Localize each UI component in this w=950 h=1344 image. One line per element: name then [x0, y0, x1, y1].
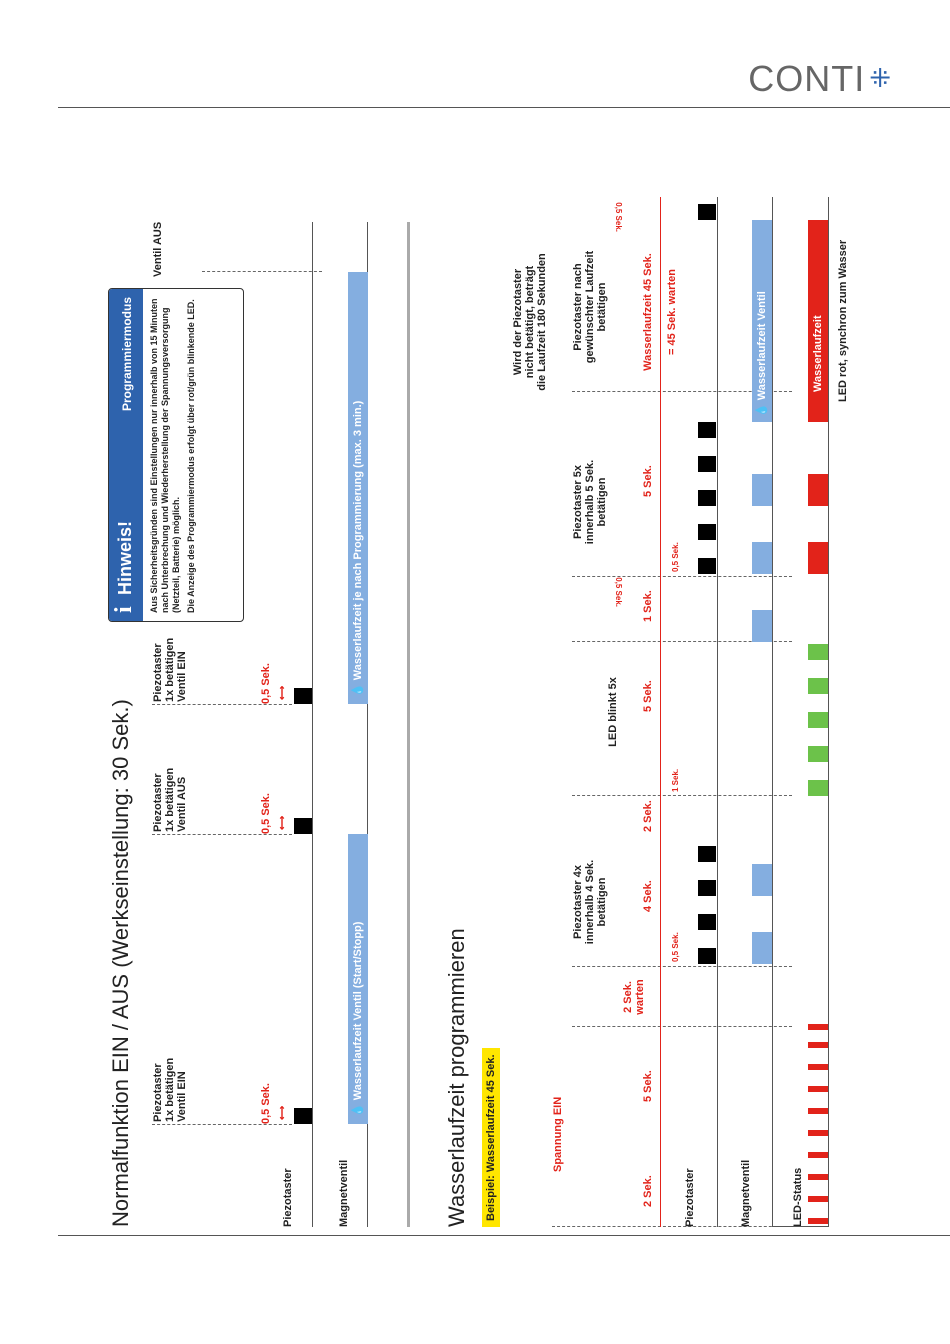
- step-label: Piezotaster nach gewünschter Laufzeit betätigen: [572, 250, 608, 364]
- step-label: Wird der Piezotaster nicht betätigt, beträgt die Laufzeit 180 Sekunden: [512, 253, 548, 391]
- time-label: 0,5 Sek.: [671, 932, 680, 962]
- time-label: 5 Sek.: [642, 680, 654, 712]
- logo-text: CONTI: [748, 58, 866, 99]
- valve-pulse: [752, 542, 772, 574]
- time-label: 4 Sek.: [642, 880, 654, 912]
- led-blink: [808, 1086, 828, 1092]
- led-green-blink: [808, 644, 828, 660]
- conti-logo: [748, 58, 892, 100]
- bar-label: Wasserlaufzeit: [812, 315, 824, 392]
- piezo-pulse: [698, 948, 716, 964]
- note-paragraph: Aus Sicherheitsgründen sind Einstellungen nur innerhalb von 15 Minuten nach Unterbrechung und Wiederherstellung der Spannungsversorgung (Netzteil, Batterie) möglich.: [149, 298, 181, 613]
- duration-label: 0,5 Sek.: [260, 663, 272, 704]
- note-subtitle: Programmiermodus: [120, 297, 134, 412]
- drop-icon: 💧: [756, 403, 768, 417]
- led-blink: [808, 1152, 828, 1158]
- double-arrow-icon: ⟷: [277, 1105, 288, 1120]
- step-label: Piezotaster 5x innerhalb 5 Sek. betätigen: [572, 459, 608, 545]
- row-label-piezo: Piezotaster: [684, 1168, 696, 1227]
- duration-label: 0,5 Sek.: [260, 793, 272, 834]
- double-arrow-icon: ⟷: [277, 815, 288, 830]
- note-header: [109, 289, 143, 621]
- section-separator: [407, 222, 410, 1227]
- step4-label: Ventil AUS: [152, 221, 164, 277]
- footer-rule: [58, 1235, 950, 1236]
- time-label: 2 Sek. warten: [622, 979, 646, 1015]
- bar-text: Wasserlaufzeit Ventil (Start/Stopp): [352, 921, 364, 1101]
- row-label-led: LED-Status: [792, 1167, 804, 1227]
- led-blink: [808, 1218, 828, 1224]
- piezo-pulse: [698, 490, 716, 506]
- bar-label: [756, 291, 768, 417]
- piezo-pulse: [294, 818, 312, 834]
- note-body: [143, 289, 203, 621]
- time-label: 5 Sek.: [642, 465, 654, 497]
- led-green-blink: [808, 712, 828, 728]
- time-label: 5 Sek.: [642, 1070, 654, 1102]
- sec1-divider: [152, 834, 292, 835]
- led-red-pulse: [808, 474, 828, 506]
- double-arrow-icon: ⟷: [277, 685, 288, 700]
- step1-label: Piezotaster 1x betätigen Ventil EIN: [152, 1057, 188, 1122]
- time-label: 0,5 Sek.: [671, 542, 680, 572]
- note-title: Hinweis!: [115, 520, 135, 595]
- hinweis-box: [108, 288, 244, 622]
- timeline-divider: [572, 1026, 792, 1027]
- piezo-pulse: [698, 558, 716, 574]
- led-green-blink: [808, 746, 828, 762]
- time-label: 2 Sek.: [642, 1175, 654, 1207]
- row-line: [717, 197, 718, 1227]
- plus-icon: ⁜: [869, 63, 892, 93]
- valve-pulse: [752, 864, 772, 896]
- info-icon: i: [111, 606, 137, 613]
- led-blink: [808, 1024, 828, 1030]
- led-note: LED rot, synchron zum Wasser: [837, 239, 849, 402]
- bar-text: Wasserlaufzeit Ventil: [756, 291, 768, 401]
- time-label: = 45 Sek. warten: [666, 269, 678, 355]
- piezo-pulse: [294, 1108, 312, 1124]
- timeline-axis: [660, 197, 661, 1227]
- row-line: [312, 222, 313, 1227]
- section1-title: Normalfunktion EIN / AUS (Werkseinstellung: 30 Sek.): [108, 699, 133, 1227]
- bar-label: [352, 401, 364, 697]
- bar-text: Wasserlaufzeit je nach Programmierung (max. 3 min.): [352, 400, 364, 681]
- sec1-divider: [152, 704, 292, 705]
- led-red-pulse: [808, 542, 828, 574]
- sec1-divider: [202, 271, 322, 272]
- led-blink: [808, 1196, 828, 1202]
- step2-label: Piezotaster 1x betätigen Ventil AUS: [152, 767, 188, 832]
- piezo-pulse: [698, 524, 716, 540]
- row-label-piezo: Piezotaster: [282, 1168, 294, 1227]
- led-blink: [808, 1130, 828, 1136]
- valve-pulse: [752, 932, 772, 964]
- piezo-pulse: [698, 204, 716, 220]
- timeline-divider: [552, 1226, 792, 1227]
- row-label-magnet: Magnetventil: [338, 1159, 350, 1227]
- time-label: 0,5 Sek.: [614, 202, 623, 232]
- time-label: 0,5 Sek.: [614, 577, 623, 607]
- piezo-pulse: [698, 422, 716, 438]
- led-green-blink: [808, 678, 828, 694]
- step3-label: Piezotaster 1x betätigen Ventil EIN: [152, 637, 188, 702]
- bar-label: [352, 922, 364, 1117]
- spannung-label: Spannung EIN: [552, 1096, 564, 1172]
- duration-label: 0,5 Sek.: [260, 1083, 272, 1124]
- piezo-pulse: [698, 914, 716, 930]
- led-green-blink: [808, 780, 828, 796]
- timeline-divider: [572, 795, 792, 796]
- piezo-pulse: [698, 456, 716, 472]
- example-badge: Beispiel: Wasserlaufzeit 45 Sek.: [482, 1049, 500, 1228]
- section2-title: Wasserlaufzeit programmieren: [444, 928, 469, 1227]
- led-blink: [808, 1108, 828, 1114]
- time-label: 1 Sek.: [671, 768, 680, 792]
- valve-pulse: [752, 610, 772, 642]
- time-label: Wasserlaufzeit 45 Sek.: [642, 253, 654, 371]
- time-label: 2 Sek.: [642, 800, 654, 832]
- led-blink: [808, 1042, 828, 1048]
- time-label: 1 Sek.: [642, 590, 654, 622]
- drop-icon: 💧: [352, 683, 364, 697]
- row-line: [828, 197, 829, 1227]
- piezo-pulse: [698, 880, 716, 896]
- drop-icon: 💧: [352, 1103, 364, 1117]
- sec1-divider: [152, 1124, 292, 1125]
- step-label: LED blinkt 5x: [607, 677, 619, 747]
- step-label: Piezotaster 4x innerhalb 4 Sek. betätigen: [572, 859, 608, 945]
- row-line: [772, 197, 773, 1227]
- valve-pulse: [752, 474, 772, 506]
- note-paragraph: Die Anzeige des Programmiermodus erfolgt über rot/grün blinkende LED.: [186, 299, 196, 613]
- rotated-diagram: [102, 192, 892, 1232]
- led-blink: [808, 1064, 828, 1070]
- header-rule: [58, 107, 950, 108]
- piezo-pulse: [294, 688, 312, 704]
- row-label-magnet: Magnetventil: [740, 1159, 752, 1227]
- axis-line: [772, 1226, 828, 1227]
- led-blink: [808, 1174, 828, 1180]
- piezo-pulse: [698, 846, 716, 862]
